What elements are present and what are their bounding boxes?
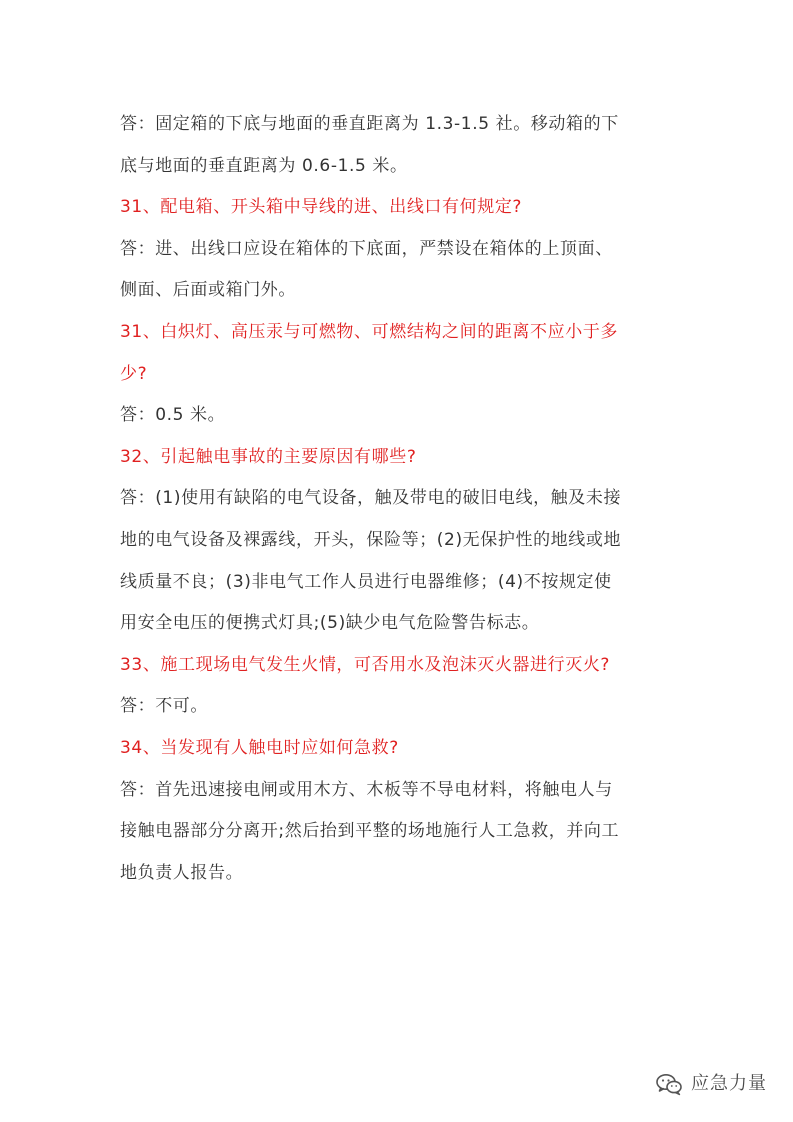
question-line: 34、当发现有人触电时应如何急救? xyxy=(120,737,399,758)
wechat-icon xyxy=(655,1072,683,1096)
question-line: 31、配电箱、开头箱中导线的进、出线口有何规定? xyxy=(120,197,523,218)
question-line: 33、施工现场电气发生火情，可否用水及泡沫灭火器进行灭火? xyxy=(120,654,611,675)
watermark-text: 应急力量 xyxy=(691,1073,767,1094)
answer-line: 接触电器部分分离开;然后抬到平整的场地施行人工急救，并向工 xyxy=(120,821,620,842)
answer-line: 线质量不良；(3)非电气工作人员进行电器维修；(4)不按规定使 xyxy=(120,571,612,592)
answer-line: 侧面、后面或箱门外。 xyxy=(120,280,296,301)
answer-line: 地负责人报告。 xyxy=(120,862,244,883)
question-line: 少? xyxy=(120,363,148,384)
answer-line: 答：0.5 米。 xyxy=(120,405,226,426)
answer-line: 答：进、出线口应设在箱体的下底面，严禁设在箱体的上顶面、 xyxy=(120,238,613,259)
question-line: 32、引起触电事故的主要原因有哪些? xyxy=(120,446,417,467)
answer-line: 答：首先迅速接电闸或用木方、木板等不导电材料，将触电人与 xyxy=(120,779,613,800)
answer-line: 地的电气设备及裸露线，开头，保险等；(2)无保护性的地线或地 xyxy=(120,529,622,550)
qa-document xyxy=(120,104,680,894)
account-watermark xyxy=(655,1070,767,1098)
answer-line: 用安全电压的便携式灯具;(5)缺少电气危险警告标志。 xyxy=(120,613,540,634)
answer-line: 底与地面的垂直距离为 0.6-1.5 米。 xyxy=(120,155,408,176)
answer-line: 答：(1)使用有缺陷的电气设备，触及带电的破旧电线，触及未接 xyxy=(120,488,622,509)
answer-line: 答：不可。 xyxy=(120,696,208,717)
answer-line: 答：固定箱的下底与地面的垂直距离为 1.3-1.5 社。移动箱的下 xyxy=(120,114,619,134)
question-line: 31、白炽灯、高压汞与可燃物、可燃结构之间的距离不应小于多 xyxy=(120,321,619,342)
